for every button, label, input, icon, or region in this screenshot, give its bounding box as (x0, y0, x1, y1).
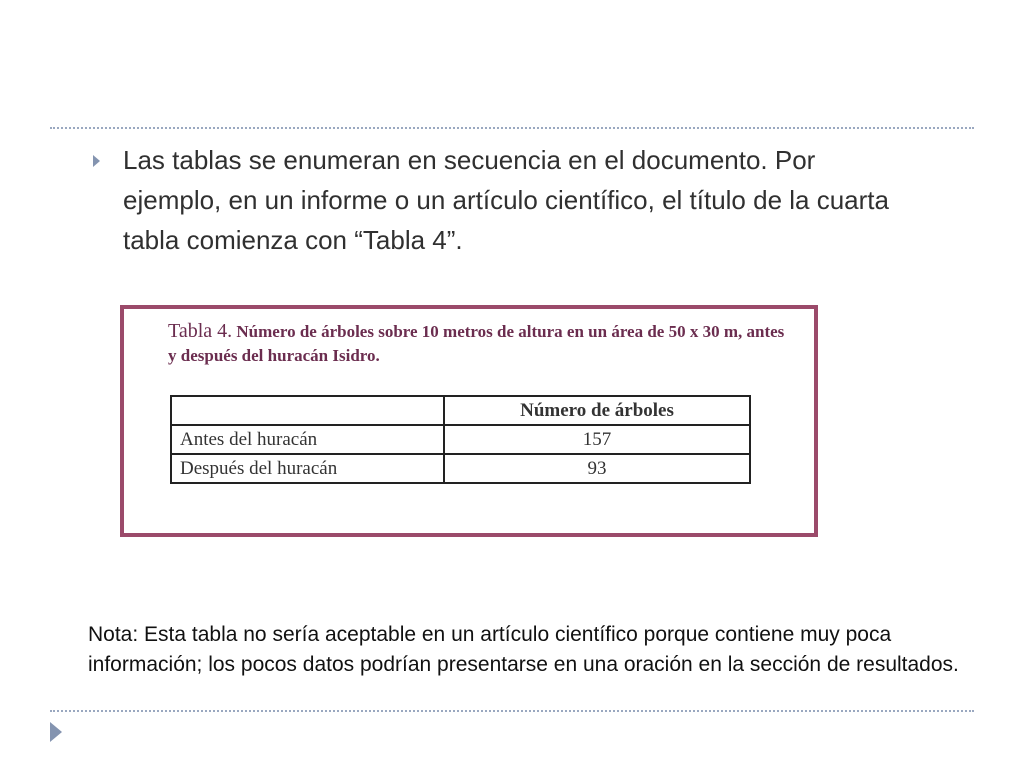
table-cell-label: Antes del huracán (171, 425, 444, 454)
bullet-text: Las tablas se enumeran en secuencia en el documento. Por ejemplo, en un informe o un artículo científico, el título de la cuarta tabla comienza con “Tabla 4”. (123, 145, 889, 255)
table-cell-value: 157 (444, 425, 750, 454)
table-caption-text: Número de árboles sobre 10 metros de altura en un área de 50 x 30 m, antes y después del huracán Isidro. (168, 322, 785, 365)
table-row (171, 425, 750, 454)
table-row (171, 454, 750, 483)
top-dotted-divider (50, 127, 974, 129)
triangle-right-icon (50, 722, 62, 742)
table-figure (120, 305, 818, 537)
data-table (170, 395, 751, 484)
table-caption (168, 319, 788, 368)
table-cell-label: Después del huracán (171, 454, 444, 483)
bottom-dotted-divider (50, 710, 974, 712)
note-text: Nota: Esta tabla no sería aceptable en un artículo científico porque contiene muy poca información; los pocos datos podrían presentarse en una oración en la sección de resultados. (88, 623, 959, 676)
table-header-cell-empty (171, 396, 444, 425)
table-cell-value: 93 (444, 454, 750, 483)
table-caption-label: Tabla 4. (168, 320, 233, 342)
table-header-cell-count: Número de árboles (444, 396, 750, 425)
bullet-triangle-icon (93, 155, 100, 167)
table-header-row (171, 396, 750, 425)
